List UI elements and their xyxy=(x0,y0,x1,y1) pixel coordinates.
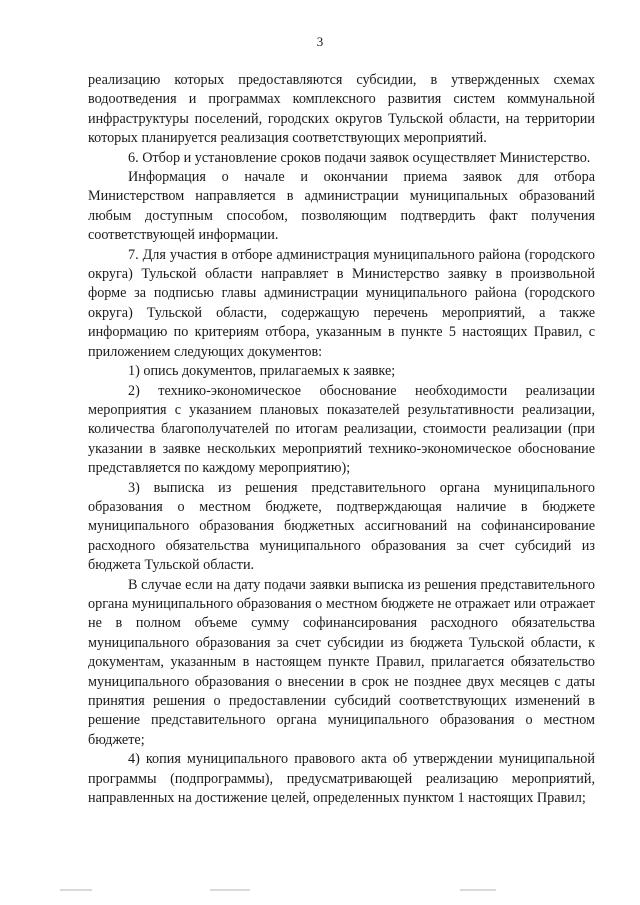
paragraph-subitem-1: 1) опись документов, прилагаемых к заявке; xyxy=(128,363,396,380)
scan-footer-artifacts xyxy=(60,889,500,893)
paragraph-subsidy-context: реализацию которых предоставляются субсидии, в утвержденных схемах водоотведения и программах комплексного развития систем коммунальной инфраструктуры поселений, городских округов Тульской области, на территории которых планируется реализация соответствующих мероприятий. xyxy=(88,72,595,147)
paragraph-subitem-4: 4) копия муниципального правового акта об утверждении муниципальной программы (подпрограммы), предусматривающей реализацию мероприятий, направленных на достижение целей, определенных пунктом 1 настоящих Правил; xyxy=(88,751,595,807)
paragraph-subitem-2: 2) технико-экономическое обоснование необходимости реализации мероприятия с указанием плановых показателей результативности реализации, количества благополучателей по итогам реализации, стоимости реализации (при указании в заявке нескольких мероприятий технико-экономическое обоснование представляется по каждому мероприятию); xyxy=(88,382,595,477)
paragraph-subitem-3: 3) выписка из решения представительного органа муниципального образования о местном бюджете, подтверждающая наличие в бюджете муниципального образования бюджетных ассигнований на софинансирование расходного обязательства муниципального образования за счет субсидий из бюджета Тульской области. xyxy=(88,479,595,574)
document-body xyxy=(88,71,595,808)
paragraph-item-7: 7. Для участия в отборе администрация муниципального района (городского округа) Тульской области направляет в Министерство заявку в произвольной форме за подписью главы администрации муниципального района (городского округа) Тульской области, содержащую перечень мероприятий, а также информацию по критериям отбора, указанным в пункте 5 настоящих Правил, с приложением следующих документов: xyxy=(88,246,595,360)
paragraph-case: В случае если на дату подачи заявки выписка из решения представительного органа муниципального образования о местном бюджете не отражает или отражает не в полном объеме сумму софинансирования расходного обязательства муниципального образования за счет субсидии из бюджета Тульской области, к документам, указанным в настоящем пункте Правил, прилагается обязательство муниципального образования о внесении в срок не позднее двух месяцев с даты принятия решения о предоставлении субсидий соответствующих изменений в решение представительного органа муниципального образования о местном бюджете; xyxy=(88,576,595,748)
paragraph-information: Информация о начале и окончании приема заявок для отбора Министерством направляется в администрации муниципальных образований любым доступным способом, позволяющим подтвердить факт получения соответствующей информации. xyxy=(88,169,595,244)
paragraph-item-6: 6. Отбор и установление сроков подачи заявок осуществляет Министерство. xyxy=(128,149,591,166)
page-number: 3 xyxy=(316,34,324,49)
